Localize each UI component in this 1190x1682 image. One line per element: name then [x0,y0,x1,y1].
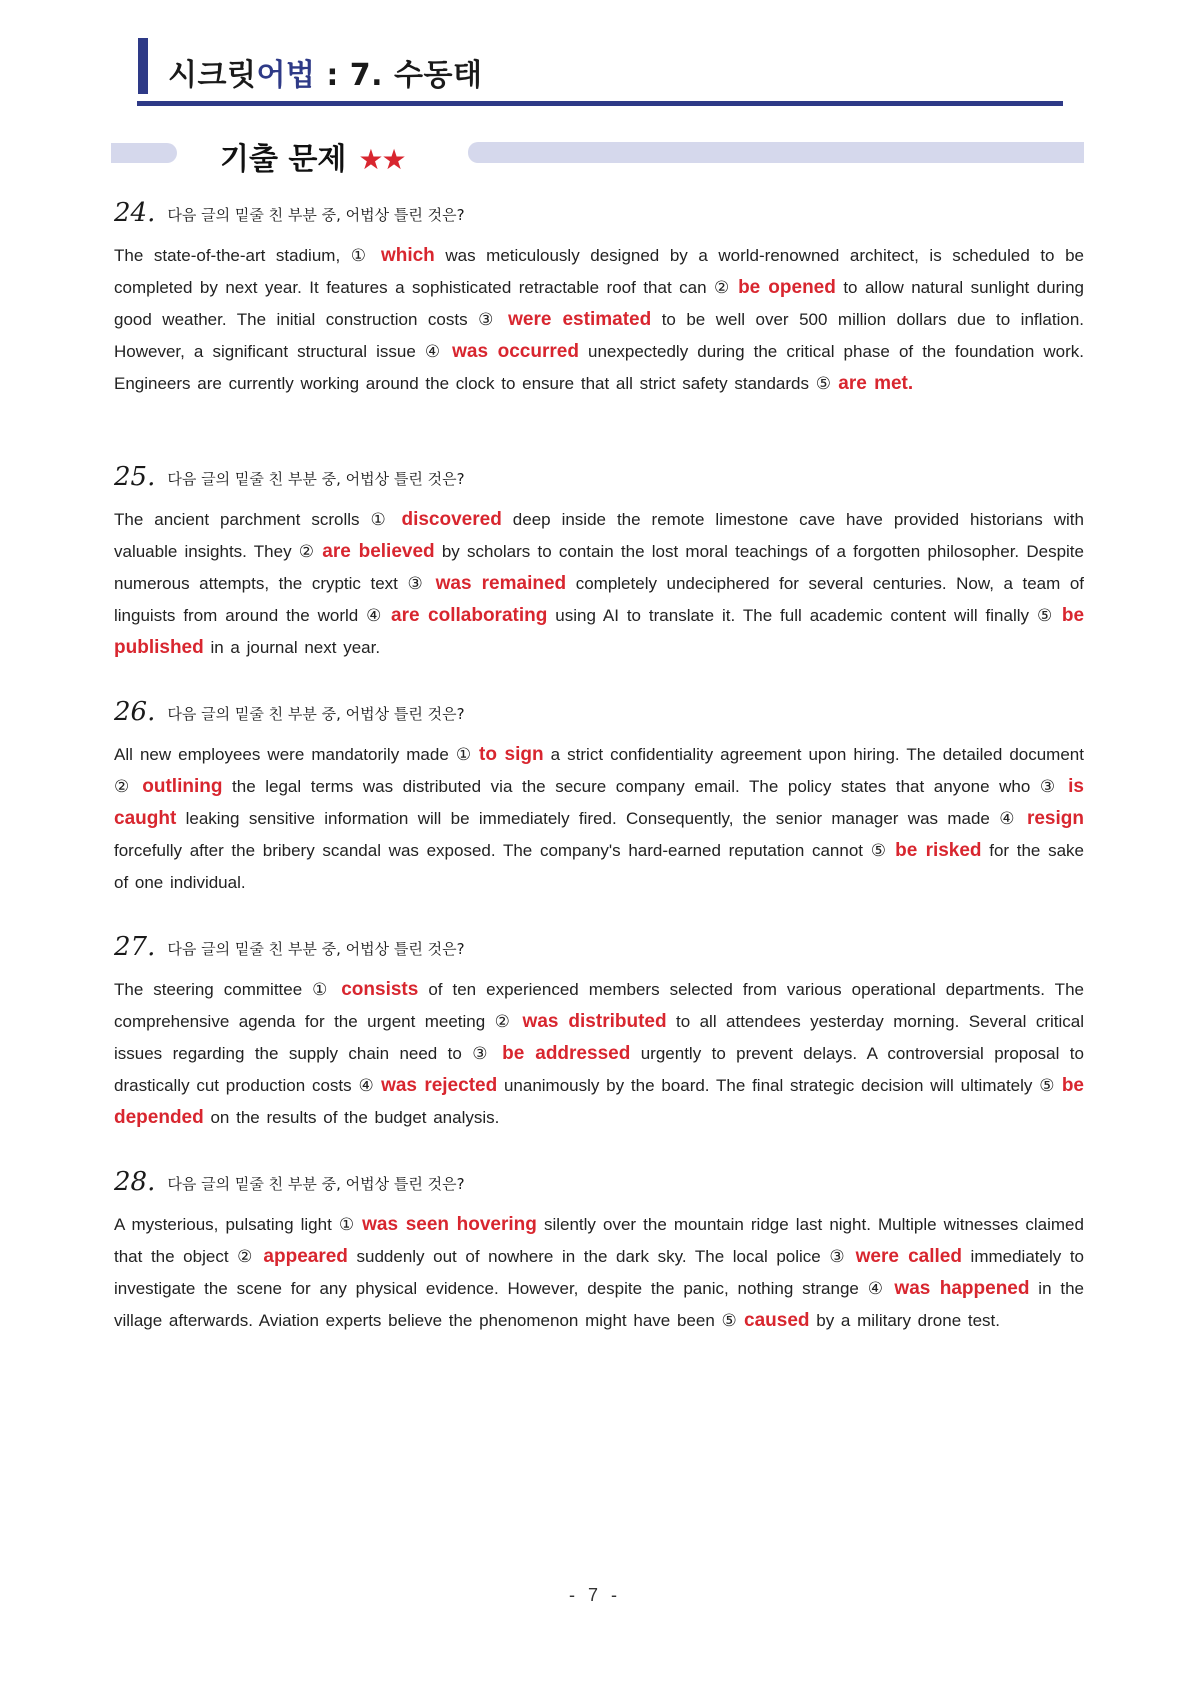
passage-text: on the results of the budget analysis. [203,1108,500,1127]
question-number: 28. [114,1167,156,1197]
underlined-choice: consists [330,979,419,1000]
title-underline [137,101,1063,106]
passage-text: leaking sensitive information will be immediately fired. Consequently, the senior manager was made [176,809,1000,828]
passage-text: silently over the mountain ridge last night. Multiple witnesses claimed that the object [114,1215,1084,1266]
passage-text: immediately to investigate the scene for any physical evidence. However, despite the panic, nothing strange [114,1247,1085,1298]
underlined-choice: to sign [471,744,544,765]
question-passage [114,974,1084,1134]
underlined-choice: be addressed [491,1043,631,1064]
section-band-right [468,142,1084,163]
underlined-choice: were estimated [497,309,652,330]
passage-text: for the sake of one individual. [114,841,1084,892]
passage-text: suddenly out of nowhere in the dark sky. The local police [347,1247,830,1266]
passage-text: to allow natural sunlight during good weather. The initial construction costs [114,278,1084,329]
question-instruction: 다음 글의 밑줄 친 부분 중, 어법상 틀린 것은? [167,940,465,958]
choice-marker: ① [312,980,331,1000]
choice-marker: ② [237,1247,255,1267]
question-passage [114,504,1084,664]
underlined-choice: be opened [730,277,836,298]
passage-text: deep inside the remote limestone cave have provided historians with valuable insights. They [114,510,1084,561]
section-title [220,134,405,178]
passage-text: by a military drone test. [809,1311,1000,1330]
choice-marker: ④ [999,809,1018,829]
underlined-choice: was remained [425,573,567,594]
question-header [114,930,1084,960]
passage-text: The ancient parchment scrolls [114,510,371,529]
passage-text: in a journal next year. [203,638,381,657]
passage-text: in the village afterwards. Aviation experts believe the phenomenon might have been [114,1279,1084,1330]
underlined-choice: be published [114,605,1085,658]
underlined-choice: are believed [314,541,435,562]
passage-text: A mysterious, pulsating light [114,1215,339,1234]
passage-text: using AI to translate it. The full academic content will finally [547,606,1037,625]
section-title-text: 기출 문제 [220,142,347,177]
question-header [114,1165,1084,1195]
passage-text: urgently to prevent delays. A controversial proposal to drastically cut production costs [114,1044,1084,1095]
underlined-choice: resign [1017,808,1084,829]
question-number: 25. [114,462,156,492]
page-number: - 7 - [568,1585,621,1605]
choice-marker: ① [350,246,370,266]
choice-marker: ② [298,542,315,562]
page-title [168,50,482,94]
question-number: 24. [114,198,156,228]
choice-marker: ⑤ [815,374,831,394]
passage-text: unanimously by the board. The final strategic decision will ultimately [497,1076,1040,1095]
question-passage [114,240,1084,400]
choice-marker: ② [494,1012,513,1032]
underlined-choice: was seen hovering [354,1214,537,1235]
passage-text: unexpectedly during the critical phase of the foundation work. Engineers are currently working around the clock to ensure that all strict safety standards [114,342,1084,393]
section-band-left [111,143,177,163]
question-instruction: 다음 글의 밑줄 친 부분 중, 어법상 틀린 것은? [167,1175,465,1193]
choice-marker: ⑤ [870,841,887,861]
passage-text: a strict confidentiality agreement upon hiring. The detailed document [543,745,1084,764]
passage-text: by scholars to contain the lost moral teachings of a forgotten philosopher. Despite numerous attempts, the cryptic text [114,542,1084,593]
question-24 [114,196,1084,400]
choice-marker: ① [338,1215,355,1235]
choice-marker: ④ [366,606,383,626]
question-passage [114,739,1084,899]
choice-marker: ② [714,278,731,298]
choice-marker: ④ [867,1279,886,1299]
underlined-choice: was rejected [373,1075,498,1096]
passage-text: to be well over 500 million dollars due to inflation. However, a significant structural issue [114,310,1085,361]
underlined-choice: was occurred [442,341,579,362]
question-passage [114,1209,1084,1337]
passage-text: forcefully after the bribery scandal was exposed. The company's hard-earned reputation cannot [114,841,871,860]
underlined-choice: discovered [389,509,502,530]
underlined-choice: is caught [114,776,1084,829]
title-accent: 어법 [256,58,316,93]
choice-marker: ⑤ [1036,606,1054,626]
title-prefix: 시크릿 [168,58,257,93]
passage-text: of ten experienced members selected from various operational departments. The comprehensive agenda for the urgent meeting [114,980,1084,1031]
choice-marker: ③ [478,310,498,330]
passage-text: the legal terms was distributed via the secure company email. The policy states that anyone who [222,777,1040,796]
question-number: 26. [114,697,156,727]
choice-marker: ③ [1039,777,1059,797]
passage-text: The steering committee [114,980,313,999]
title-suffix: : 7. 수동태 [315,58,483,93]
underlined-choice: which [369,245,435,266]
question-instruction: 다음 글의 밑줄 친 부분 중, 어법상 틀린 것은? [167,470,465,488]
choice-marker: ① [370,510,390,530]
passage-text: completely undeciphered for several centuries. Now, a team of linguists from around the world [114,574,1085,625]
choice-marker: ③ [472,1044,492,1064]
question-header [114,460,1084,490]
choice-marker: ④ [358,1076,374,1096]
question-26 [114,695,1084,899]
star-rating: ★★ [358,143,405,176]
choice-marker: ⑤ [1039,1076,1055,1096]
passage-text: The state-of-the-art stadium, [114,246,351,265]
choice-marker: ① [455,745,472,765]
underlined-choice: outlining [132,776,223,797]
underlined-choice: be risked [886,840,982,861]
question-number: 27. [114,932,156,962]
passage-text: was meticulously designed by a world-renowned architect, is scheduled to be completed by next year. It features a sophisticated retractable roof that can [114,246,1084,297]
choice-marker: ③ [829,1247,847,1267]
passage-text: to all attendees yesterday morning. Several critical issues regarding the supply chain need to [114,1012,1084,1063]
question-25 [114,460,1084,664]
question-instruction: 다음 글의 밑줄 친 부분 중, 어법상 틀린 것은? [167,206,465,224]
underlined-choice: are collaborating [382,605,548,626]
underlined-choice: was distributed [512,1011,667,1032]
title-accent-bar [138,38,148,94]
choice-marker: ② [114,777,133,797]
passage-text: All new employees were mandatorily made [114,745,456,764]
choice-marker: ⑤ [721,1311,737,1331]
underlined-choice: was happened [885,1278,1030,1299]
question-instruction: 다음 글의 밑줄 친 부분 중, 어법상 틀린 것은? [167,705,465,723]
choice-marker: ④ [424,342,443,362]
underlined-choice: were called [846,1246,962,1267]
choice-marker: ③ [407,574,426,594]
underlined-choice: appeared [254,1246,348,1267]
underlined-choice: be depended [114,1075,1084,1128]
question-28 [114,1165,1084,1337]
question-header [114,196,1084,226]
question-header [114,695,1084,725]
underlined-choice: caused [736,1310,810,1331]
underlined-choice: are met. [830,373,914,394]
question-27 [114,930,1084,1134]
